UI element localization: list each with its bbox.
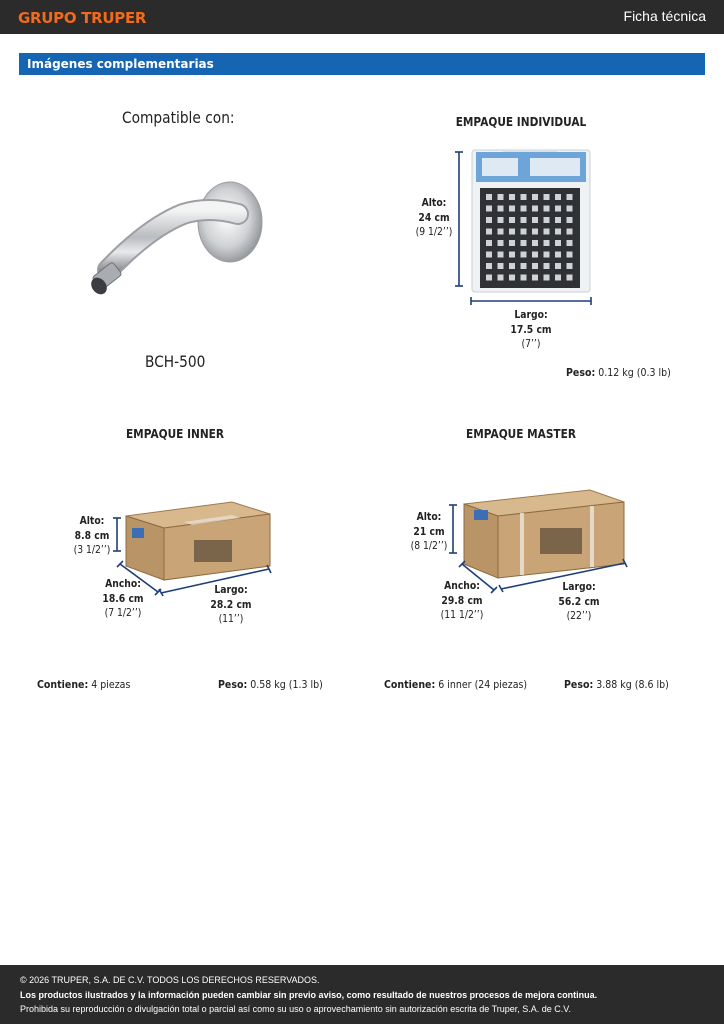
compatible-model: BCH-500 (145, 352, 206, 371)
individual-length-label: Largo: 17.5 cm (7’’) (510, 309, 552, 350)
inner-contents: Contiene: 4 piezas (37, 679, 131, 691)
master-contents: Contiene: 6 inner (24 piezas) (384, 679, 528, 691)
shower-arm-image (88, 178, 268, 298)
inner-width-label: Ancho: 18.6 cm (7 1/2’’) (102, 578, 144, 619)
footer (0, 965, 724, 1024)
master-width-label: Ancho: 29.8 cm (11 1/2’’) (440, 580, 484, 621)
individual-weight: Peso: 0.12 kg (0.3 lb) (566, 367, 671, 379)
individual-length-dimension (470, 296, 592, 306)
individual-title: EMPAQUE INDIVIDUAL (455, 115, 587, 129)
compatible-label: Compatible con: (122, 108, 235, 127)
master-height-label: Alto: 21 cm (8 1/2’’) (410, 511, 448, 552)
inner-length-label: Largo: 28.2 cm (11’’) (210, 584, 252, 625)
individual-height-label: Alto: 24 cm (9 1/2’’) (415, 197, 453, 238)
inner-weight: Peso: 0.58 kg (1.3 lb) (218, 679, 323, 691)
footer-copyright: © 2026 TRUPER, S.A. DE C.V. TODOS LOS DERECHOS RESERVADOS. (20, 975, 320, 985)
master-weight: Peso: 3.88 kg (8.6 lb) (564, 679, 669, 691)
brand-logo: GRUPO TRUPER (18, 9, 147, 27)
master-length-label: Largo: 56.2 cm (22’’) (558, 581, 600, 622)
inner-title: EMPAQUE INNER (125, 427, 225, 441)
doc-type-label: Ficha técnica (623, 8, 706, 24)
section-header (19, 53, 705, 75)
section-title: Imágenes complementarias (27, 57, 214, 71)
footer-notice: Los productos ilustrados y la información pueden cambiar sin previo aviso, como resultado de nuestros procesos de mejora continua. (20, 990, 598, 1000)
master-title: EMPAQUE MASTER (466, 427, 576, 441)
individual-package-image (470, 148, 592, 294)
inner-height-label: Alto: 8.8 cm (3 1/2’’) (73, 515, 111, 556)
top-bar (0, 0, 724, 34)
footer-legal: Prohibida su reproducción o divulgación total o parcial así como su uso o aprovechamiento sin autorización escrita de Truper, S.A. de C.V. (20, 1004, 571, 1014)
